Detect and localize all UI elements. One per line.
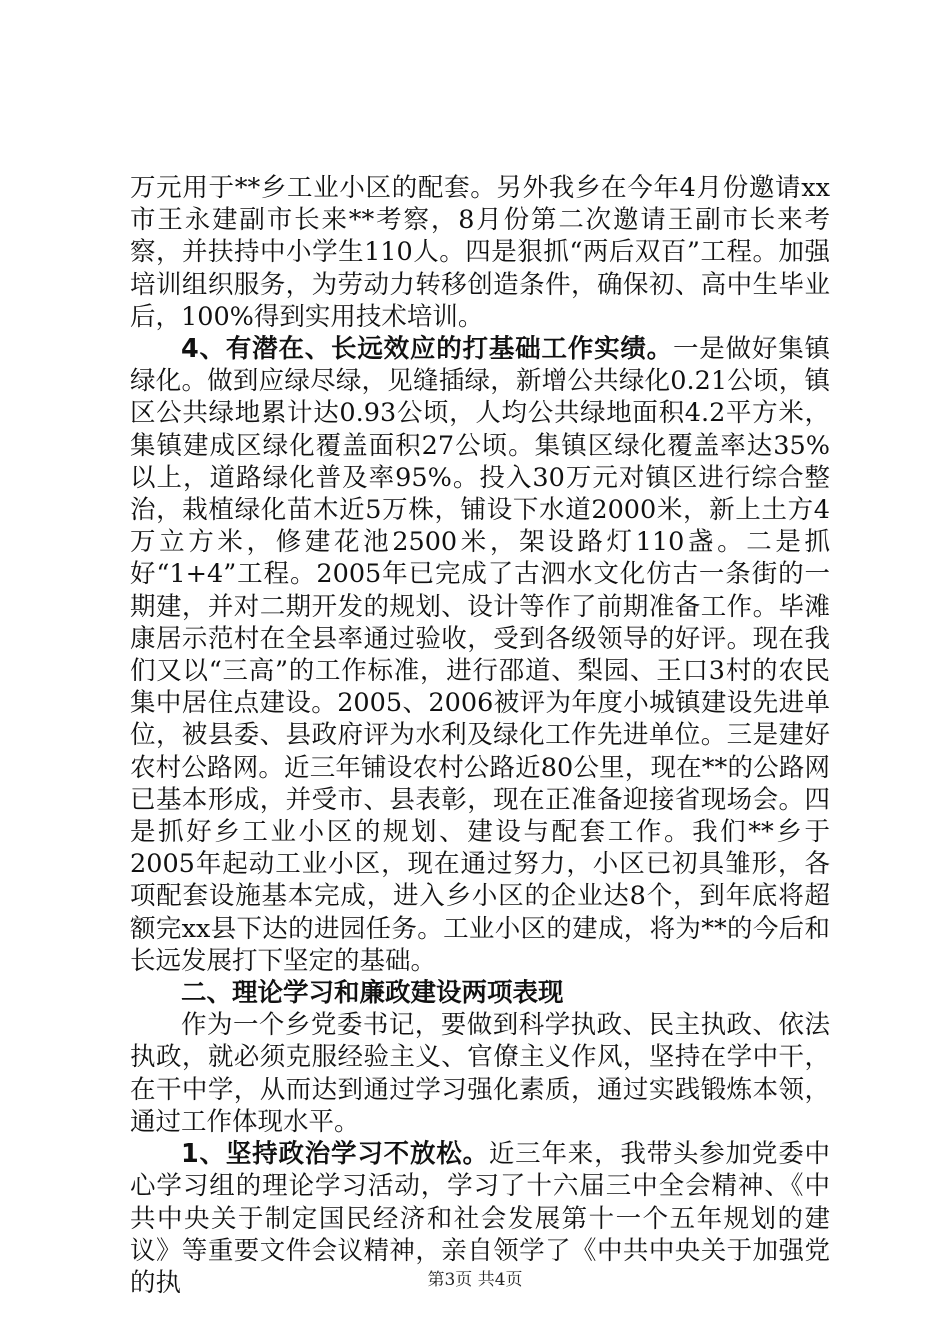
document-body bbox=[130, 172, 830, 1299]
section-heading: 二、理论学习和廉政建设两项表现 bbox=[181, 978, 564, 1009]
paragraph-text: 万元用于**乡工业小区的配套。另外我乡在今年4月份邀请xx市王永建副市长来**考察，8月份第二次邀请王副市长来考察，并扶持中小学生110人。四是狠抓“两后双百”工程。加强培训组织服务，为劳动力转移创造条件，确保初、高中生毕业后，100%得到实用技术培训。 bbox=[130, 173, 830, 332]
paragraph-text: 近三年来，我带头参加党委中心学习组的理论学习活动，学习了十六届三中全会精神、《中共中央关于制定国民经济和社会发展第十一个五年规划的建议》等重要文件会议精神，亲自领学了《中共中央关于加强党的执 bbox=[130, 1139, 830, 1298]
paragraph-text: 一是做好集镇绿化。做到应绿尽绿，见缝插绿，新增公共绿化0.21公顷，镇区公共绿地累计达0.93公顷，人均公共绿地面积4.2平方米，集镇建成区绿化覆盖面积27公顷。集镇区绿化覆盖率达35%以上，道路绿化普及率95%。投入30万元对镇区进行综合整治，栽植绿化苗木近5万株，铺设下水道2000米，新上土方4万立方米，修建花池2500米，架设路灯110盏。二是抓好“1+4”工程。2005年已完成了古泗水文化仿古一条街的一期建，并对二期开发的规划、设计等作了前期准备工作。毕滩康居示范村在全县率通过验收，受到各级领导的好评。现在我们又以“三高”的工作标准，进行邵道、梨园、王口3村的农民集中居住点建设。2005、2006被评为年度小城镇建设先进单位，被县委、县政府评为水利及绿化工作先进单位。三是建好农村公路网。近三年铺设农村公路近80公里，现在**的公路网已基本形成，并受市、县表彰，现在正准备迎接省现场会。四是抓好乡工业小区的规划、建设与配套工作。我们**乡于2005年起动工业小区，现在通过努力，小区已初具雏形，各项配套设施基本完成，进入乡小区的企业达8个，到年底将超额完xx县下达的进园任务。工业小区的建成，将为**的今后和长远发展打下坚定的基础。 bbox=[130, 334, 830, 976]
paragraph-infrastructure bbox=[130, 333, 830, 977]
paragraph-text: 作为一个乡党委书记，要做到科学执政、民主执政、依法执政，就必须克服经验主义、官僚主义作风，坚持在学中干，在干中学，从而达到通过学习强化素质，通过实践锻炼本领，通过工作体现水平。 bbox=[130, 1010, 830, 1137]
paragraph-intro bbox=[130, 1009, 830, 1138]
page-footer bbox=[0, 1265, 950, 1290]
page-number-label: 第3页 共4页 bbox=[427, 1270, 523, 1290]
paragraph-lead: 4、有潜在、长远效应的打基础工作实绩。 bbox=[181, 334, 673, 365]
paragraph-continuation bbox=[130, 172, 830, 333]
paragraph-lead: 1、坚持政治学习不放松。 bbox=[181, 1139, 489, 1170]
